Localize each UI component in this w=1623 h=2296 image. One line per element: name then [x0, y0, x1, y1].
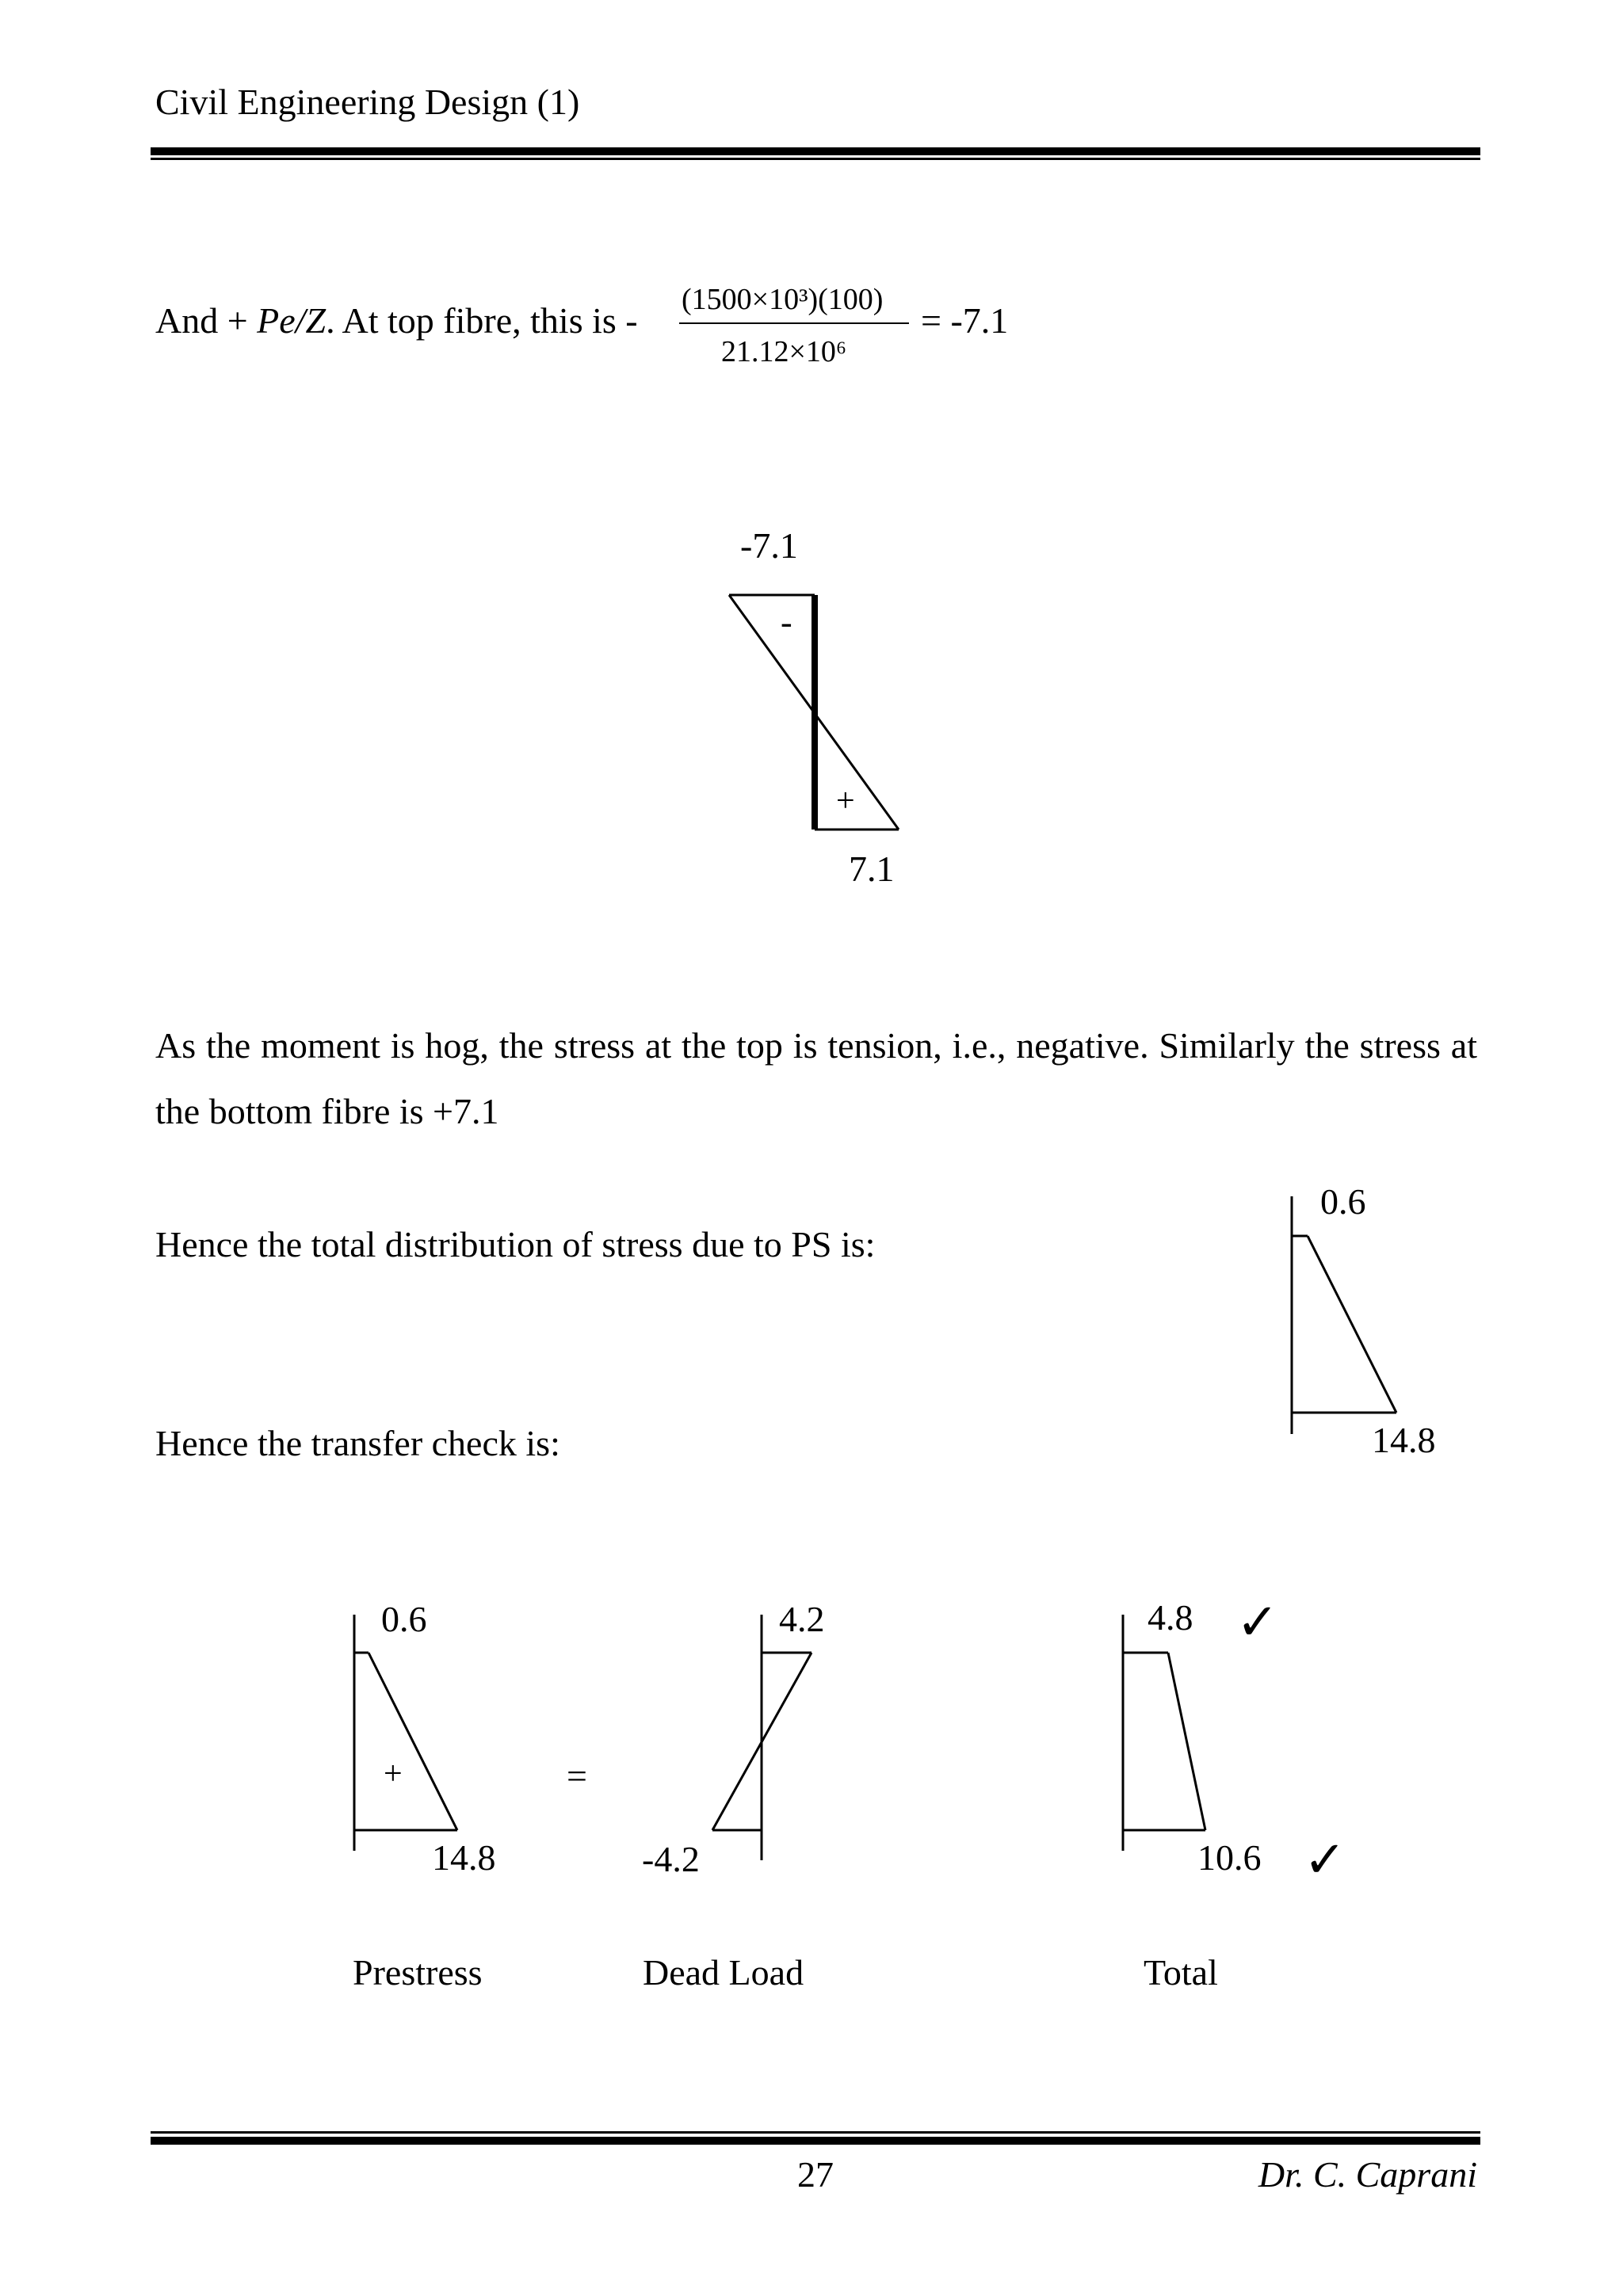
check-mark-top: ✓ — [1236, 1594, 1279, 1650]
prestress-sign: + — [384, 1756, 403, 1792]
ps-total-diagonal — [1308, 1236, 1396, 1413]
prestress-bottom-value: 14.8 — [432, 1837, 496, 1878]
total-bottom-value: 10.6 — [1197, 1837, 1262, 1878]
ps-total-diagram — [1292, 1196, 1396, 1434]
total-top-value: 4.8 — [1148, 1597, 1193, 1638]
transfer-check-sentence: Hence the transfer check is: — [155, 1423, 560, 1463]
fig1-bottom-value: 7.1 — [849, 849, 895, 889]
check-mark-bottom: ✓ — [1304, 1832, 1346, 1888]
prestress-diagram — [354, 1615, 457, 1851]
ps-diagram-bottom-value: 14.8 — [1372, 1420, 1436, 1460]
footer-rule-thin — [151, 2131, 1480, 2134]
equals-sign: = — [567, 1756, 587, 1796]
footer-author: Dr. C. Caprani — [1258, 2154, 1477, 2195]
fraction-numerator: (1500×10³)(100) — [682, 283, 884, 316]
caption-prestress: Prestress — [353, 1952, 483, 1993]
paragraph-hog-moment: As the moment is hog, the stress at the top is tension, i.e., negative. Similarly the stress at the bottom fibre is +7.1 — [155, 1025, 1477, 1131]
total-diagonal — [1168, 1653, 1205, 1830]
fraction-denominator: 21.12×10⁶ — [721, 335, 847, 368]
deadload-bottom-value: -4.2 — [642, 1839, 700, 1879]
equation-pe-over-z: Pe/Z — [257, 300, 327, 341]
total-ps-sentence: Hence the total distribution of stress due to PS is: — [155, 1224, 876, 1264]
deadload-diagram — [712, 1615, 812, 1860]
equation-text-mid: . At top fibre, this is - — [326, 300, 638, 341]
total-diagram — [1123, 1615, 1205, 1851]
fig1-top-value: -7.1 — [740, 525, 798, 566]
fig1-top-sign: - — [781, 603, 792, 642]
fig1-bottom-sign: + — [836, 783, 855, 819]
prestress-top-value: 0.6 — [381, 1599, 427, 1639]
deadload-top-value: 4.2 — [779, 1599, 825, 1639]
equation-and: And + — [155, 300, 248, 341]
caption-dead-load: Dead Load — [643, 1952, 804, 1993]
fig1-stress-diagram — [729, 595, 899, 830]
prestress-diagonal — [369, 1653, 457, 1830]
footer-rule-thick — [151, 2137, 1480, 2145]
footer-page-number: 27 — [797, 2154, 834, 2195]
ps-diagram-top-value: 0.6 — [1320, 1181, 1366, 1222]
equation-result: = -7.1 — [921, 300, 1009, 341]
caption-total: Total — [1144, 1952, 1218, 1993]
header-title: Civil Engineering Design (1) — [155, 82, 580, 122]
